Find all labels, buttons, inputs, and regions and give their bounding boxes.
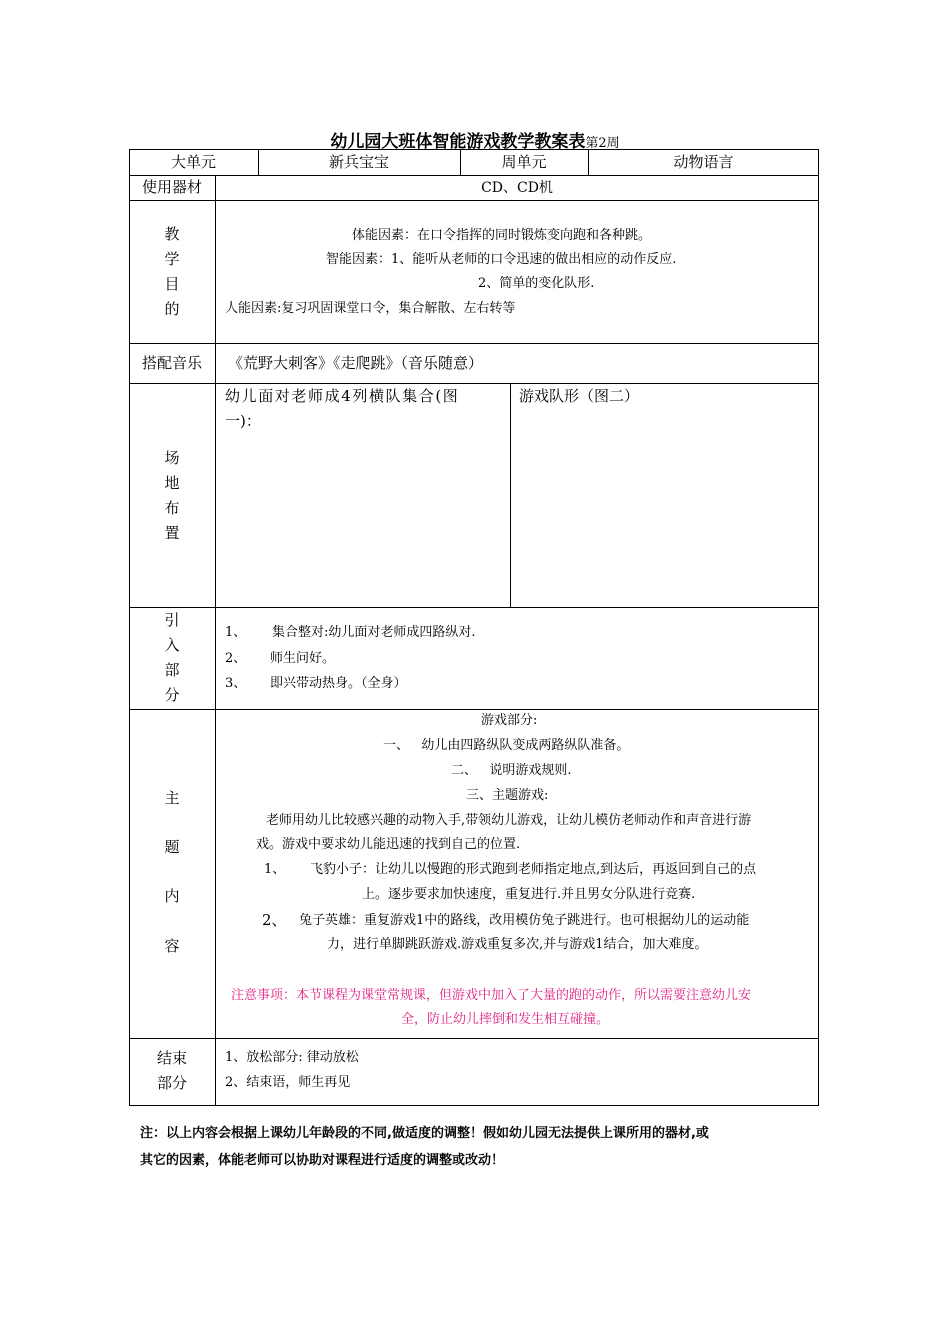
intro-item-1-num: 1、 (225, 625, 247, 640)
intro-item-2: 师生问好。 (270, 651, 336, 666)
title-text: 幼儿园大班体智能游戏教学教案表 (330, 132, 586, 152)
main-label-1: 主 (164, 789, 180, 807)
venue-formation-1: 幼儿面对老师成4列横队集合(图 (225, 387, 460, 405)
goals-label: 教 学 目 的 (164, 225, 180, 318)
footer-note-line-1: 注：以上内容会根据上课幼儿年龄段的不同,做适度的调整！假如幼儿园无法提供上课所用的器材,或 (140, 1126, 709, 1141)
intro-item-3: 即兴带动热身。（全身） (270, 676, 407, 691)
equipment-label: 使用器材 (141, 178, 202, 196)
main-step-3: 三、主题游戏: (466, 788, 549, 803)
week-label: 第2周 (585, 136, 620, 151)
main-para-line-1: 老师用幼儿比较感兴趣的动物入手,带领幼儿游戏，让幼儿模仿老师动作和声音进行游 (266, 813, 752, 828)
main-step-2: 二、 说明游戏规则. (451, 763, 572, 778)
caution-line-2: 全，防止幼儿摔倒和发生相互碰撞。 (401, 1012, 610, 1027)
venue-label: 场 地 布 置 (164, 449, 180, 542)
goal-intellect-2: 2、简单的变化队形. (478, 276, 595, 291)
main-para-line-2: 戏。游戏中要求幼儿能迅速的找到自己的位置. (256, 837, 521, 852)
main-label-3: 内 (164, 887, 180, 905)
ending-line-2: 2、结束语，师生再见 (225, 1075, 351, 1090)
row-divider (129, 607, 819, 608)
main-label-4: 容 (164, 937, 180, 955)
main-label-2: 题 (164, 838, 180, 856)
ending-label-2: 部分 (156, 1074, 187, 1092)
ending-line-1: 1、放松部分: 律动放松 (225, 1050, 359, 1065)
main-step-1: 一、 幼儿由四路纵队变成两路纵队准备。 (383, 738, 630, 753)
game-1-num: 1、 (264, 862, 286, 877)
row-divider (129, 200, 819, 201)
venue-formation-2: 游戏队形（图二） (519, 387, 640, 405)
goal-intellect: 智能因素：1、能听从老师的口令迅速的做出相应的动作反应. (326, 252, 677, 267)
goal-personal: 人能因素:复习巩固课堂口令，集合解散、左右转等 (225, 301, 516, 316)
row-divider (129, 1038, 819, 1039)
col-divider (215, 175, 216, 1106)
game-1-line-1: 飞豹小子：让幼儿以慢跑的形式跑到老师指定地点,到达后，再返回到自己的点 (310, 862, 757, 877)
caution-line-1: 注意事项：本节课程为课堂常规课，但游戏中加入了大量的跑的动作，所以需要注意幼儿安 (231, 988, 752, 1003)
unit-value: 新兵宝宝 (328, 153, 389, 171)
intro-item-1: 集合整对:幼儿面对老师成四路纵对. (272, 625, 476, 640)
ending-label-1: 结束 (156, 1049, 187, 1067)
game-2-num: 2、 (262, 911, 287, 929)
week-unit-value: 动物语言 (673, 153, 734, 171)
music-value: 《荒野大刺客》《走爬跳》（音乐随意） (228, 354, 484, 372)
music-label: 搭配音乐 (141, 354, 202, 372)
game-2-line-1: 兔子英雄：重复游戏1中的路线，改用模仿兔子跳进行。也可根据幼儿的运动能 (299, 913, 750, 928)
intro-item-2-num: 2、 (225, 651, 247, 666)
footer-note-line-2: 其它的因素，体能老师可以协助对课程进行适度的调整或改动！ (140, 1153, 505, 1168)
col-divider (510, 383, 511, 607)
week-unit-label: 周单元 (501, 153, 547, 171)
venue-formation-1-cont: 一)： (225, 412, 261, 430)
game-1-line-2: 上。逐步要求加快速度，重复进行.并且男女分队进行竞赛. (362, 887, 696, 902)
intro-label: 引 入 部 分 (164, 611, 180, 704)
game-2-line-2: 力，进行单脚跳跃游戏.游戏重复多次,并与游戏1结合，加大难度。 (327, 937, 708, 952)
row-divider (129, 709, 819, 710)
row-divider (129, 343, 819, 344)
goal-physical: 体能因素：在口令指挥的同时锻炼变向跑和各种跳。 (352, 228, 652, 243)
equipment-value: CD、CD机 (481, 180, 553, 196)
main-heading: 游戏部分: (481, 713, 538, 728)
intro-item-3-num: 3、 (225, 676, 247, 691)
unit-label: 大单元 (170, 153, 216, 171)
